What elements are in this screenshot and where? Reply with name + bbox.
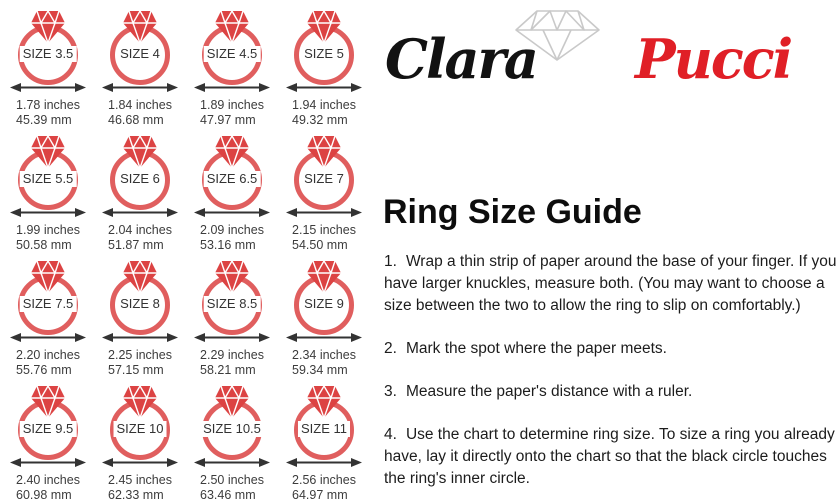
diamond-icon <box>31 386 65 418</box>
diamond-icon <box>307 261 341 293</box>
diameter-mm: 64.97 mm <box>292 487 348 501</box>
ring-size-label: SIZE 10.5 <box>200 421 264 437</box>
diameter-mm: 63.46 mm <box>200 487 256 501</box>
instruction-item <box>384 251 839 317</box>
ring-size-cell <box>278 131 370 256</box>
ring-illustration <box>8 384 88 468</box>
ring-measurements <box>292 473 356 501</box>
ring-size-cell <box>94 381 186 501</box>
ring-illustration <box>8 259 88 343</box>
ring-size-cell <box>2 6 94 131</box>
diamond-icon <box>307 136 341 168</box>
diameter-mm: 58.21 mm <box>200 362 256 377</box>
ring-measurements <box>108 98 172 129</box>
diameter-inches: 2.56 inches <box>292 473 356 487</box>
ring-size-cell <box>186 256 278 381</box>
instruction-text: Wrap a thin strip of paper around the base of your finger. If you have larger knuckles, measure both. (You may want to choose a size between the two to allow the ring to slip on comfortably.) <box>384 253 837 314</box>
ring-chart-grid <box>2 6 370 501</box>
ring-size-cell <box>2 381 94 501</box>
diamond-icon <box>31 136 65 168</box>
ring-illustration <box>8 9 88 93</box>
diameter-inches: 2.34 inches <box>292 348 356 362</box>
diamond-icon <box>307 11 341 43</box>
diameter-mm: 49.32 mm <box>292 112 348 127</box>
ring-size-label: SIZE 4.5 <box>204 46 261 62</box>
diameter-mm: 46.68 mm <box>108 112 164 127</box>
diamond-icon <box>123 386 157 418</box>
diamond-icon <box>215 386 249 418</box>
diamond-icon <box>123 261 157 293</box>
diamond-icon <box>215 261 249 293</box>
diameter-inches: 1.84 inches <box>108 98 172 112</box>
ring-measurements <box>200 223 264 254</box>
ring-size-label: SIZE 8 <box>117 296 163 312</box>
diameter-inches: 2.15 inches <box>292 223 356 237</box>
ring-illustration <box>8 134 88 218</box>
ring-size-label: SIZE 5 <box>301 46 347 62</box>
diameter-inches: 2.09 inches <box>200 223 264 237</box>
info-panel <box>383 0 839 501</box>
instruction-text: Mark the spot where the paper meets. <box>405 340 667 357</box>
ring-illustration <box>192 134 272 218</box>
instruction-number: 4. <box>384 426 397 443</box>
diamond-icon <box>31 261 65 293</box>
ring-size-cell <box>94 131 186 256</box>
ring-size-label: SIZE 5.5 <box>20 171 77 187</box>
diameter-inches: 1.78 inches <box>16 98 80 112</box>
ring-size-cell <box>94 6 186 131</box>
diameter-mm: 53.16 mm <box>200 237 256 252</box>
ring-size-label: SIZE 9.5 <box>20 421 77 437</box>
ring-measurements <box>108 348 172 379</box>
diameter-mm: 47.97 mm <box>200 112 256 127</box>
brand-name-first: Clara <box>385 27 537 91</box>
ring-illustration <box>284 384 364 468</box>
diameter-mm: 51.87 mm <box>108 237 164 252</box>
ring-size-cell <box>94 256 186 381</box>
diameter-inches: 2.45 inches <box>108 473 172 487</box>
instruction-item <box>384 338 839 360</box>
instructions-list <box>384 251 839 501</box>
ring-size-label: SIZE 6.5 <box>204 171 261 187</box>
ring-illustration <box>192 259 272 343</box>
ring-size-label: SIZE 10 <box>114 421 167 437</box>
diameter-mm: 57.15 mm <box>108 362 164 377</box>
ring-measurements <box>292 223 356 254</box>
diameter-mm: 62.33 mm <box>108 487 164 501</box>
instruction-text: Measure the paper's distance with a ruler. <box>405 383 693 400</box>
ring-size-cell <box>2 256 94 381</box>
ring-size-cell <box>2 131 94 256</box>
ring-illustration <box>284 259 364 343</box>
diamond-icon <box>307 386 341 418</box>
ring-size-cell <box>278 6 370 131</box>
diameter-inches: 2.50 inches <box>200 473 264 487</box>
diameter-mm: 59.34 mm <box>292 362 348 377</box>
diameter-inches: 2.29 inches <box>200 348 264 362</box>
instruction-item <box>384 381 839 403</box>
diameter-inches: 1.89 inches <box>200 98 264 112</box>
ring-size-label: SIZE 7 <box>301 171 347 187</box>
instruction-number: 1. <box>384 253 397 270</box>
ring-measurements <box>200 473 264 501</box>
ring-size-label: SIZE 3.5 <box>20 46 77 62</box>
diamond-icon <box>215 136 249 168</box>
ring-measurements <box>292 98 356 129</box>
diameter-mm: 60.98 mm <box>16 487 72 501</box>
ring-measurements <box>16 98 80 129</box>
diameter-mm: 55.76 mm <box>16 362 72 377</box>
ring-measurements <box>292 348 356 379</box>
diameter-mm: 45.39 mm <box>16 112 72 127</box>
ring-illustration <box>284 134 364 218</box>
instruction-number: 2. <box>384 340 397 357</box>
diamond-icon <box>31 11 65 43</box>
diameter-inches: 2.20 inches <box>16 348 80 362</box>
ring-measurements <box>16 223 80 254</box>
ring-illustration <box>192 384 272 468</box>
brand-name-second: Pucci <box>635 27 792 91</box>
ring-size-label: SIZE 4 <box>117 46 163 62</box>
ring-size-label: SIZE 7.5 <box>20 296 77 312</box>
ring-illustration <box>284 9 364 93</box>
diameter-inches: 1.94 inches <box>292 98 356 112</box>
brand-logo <box>383 4 839 114</box>
diamond-icon <box>123 11 157 43</box>
diameter-inches: 2.40 inches <box>16 473 80 487</box>
ring-size-cell <box>278 381 370 501</box>
ring-size-label: SIZE 9 <box>301 296 347 312</box>
diamond-icon <box>123 136 157 168</box>
diameter-inches: 2.04 inches <box>108 223 172 237</box>
ring-measurements <box>16 348 80 379</box>
diameter-mm: 54.50 mm <box>292 237 348 252</box>
ring-illustration <box>192 9 272 93</box>
ring-size-cell <box>186 381 278 501</box>
diameter-inches: 2.25 inches <box>108 348 172 362</box>
page-title: Ring Size Guide <box>383 193 642 231</box>
ring-size-label: SIZE 6 <box>117 171 163 187</box>
ring-size-cell <box>186 131 278 256</box>
ring-illustration <box>100 384 180 468</box>
ring-measurements <box>108 223 172 254</box>
ring-size-cell <box>278 256 370 381</box>
instruction-number: 3. <box>384 383 397 400</box>
ring-size-label: SIZE 11 <box>298 421 350 437</box>
diameter-inches: 1.99 inches <box>16 223 80 237</box>
ring-measurements <box>16 473 80 501</box>
ring-size-cell <box>186 6 278 131</box>
ring-illustration <box>100 134 180 218</box>
diameter-mm: 50.58 mm <box>16 237 72 252</box>
ring-measurements <box>200 98 264 129</box>
ring-illustration <box>100 9 180 93</box>
ring-size-label: SIZE 8.5 <box>204 296 261 312</box>
diamond-icon <box>215 11 249 43</box>
instruction-text: Use the chart to determine ring size. To size a ring you already have, lay it directly onto the chart so that the black circle touches the ring's inner circle. <box>384 426 835 487</box>
ring-measurements <box>200 348 264 379</box>
instruction-item <box>384 424 839 490</box>
ring-measurements <box>108 473 172 501</box>
ring-illustration <box>100 259 180 343</box>
